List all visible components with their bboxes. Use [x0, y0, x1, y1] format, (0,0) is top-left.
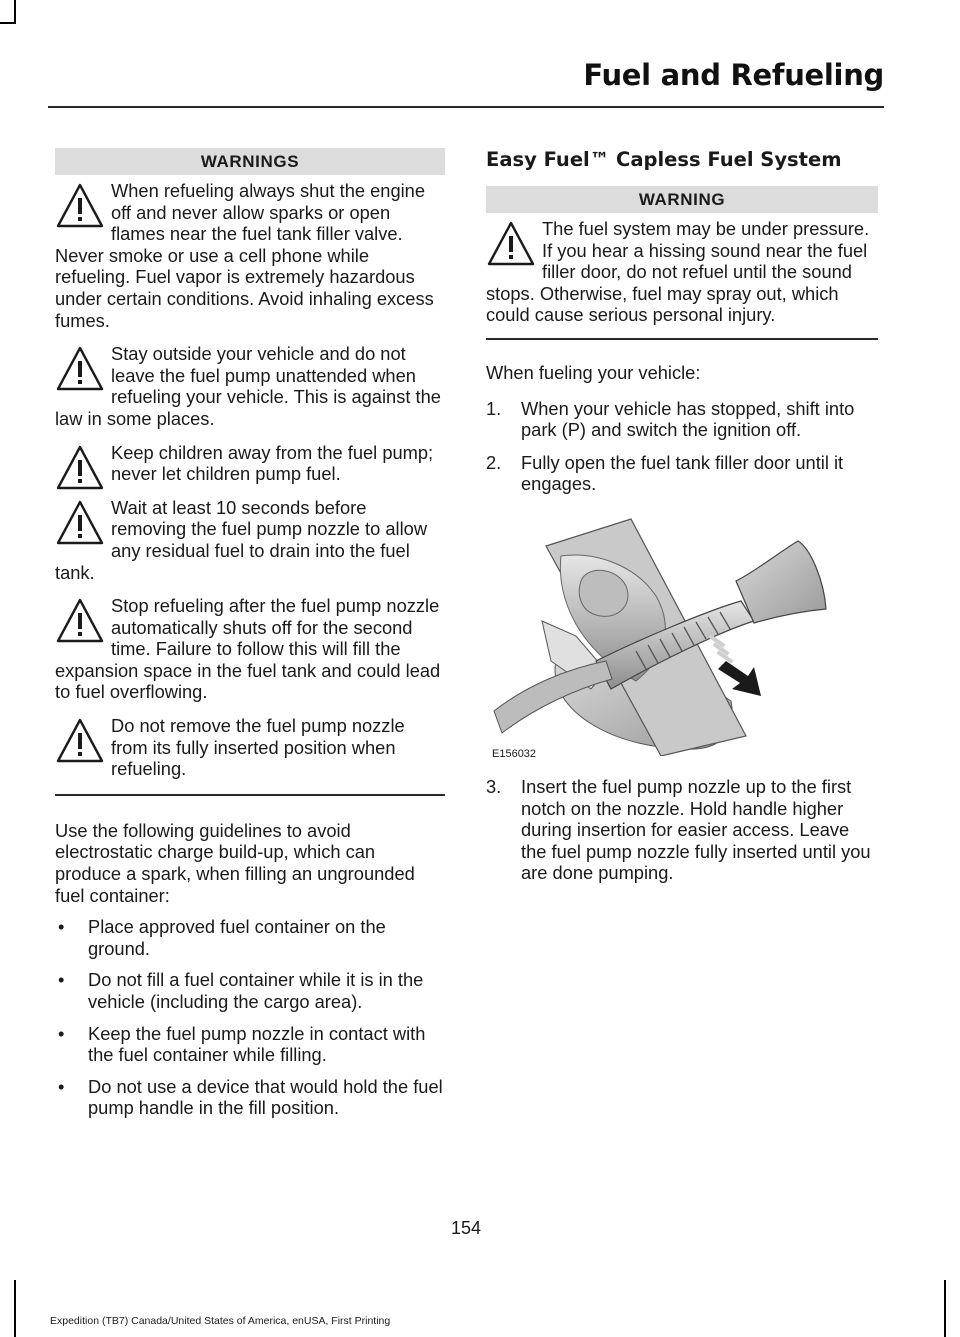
warning-item	[55, 442, 445, 485]
bullet-list	[55, 916, 445, 1119]
warning-text: When refueling always shut the engine off and never allow sparks or open flames near the fuel tank filler valve. Never smoke or use a cell phone while refueling. Fuel vapor is extremely hazardous under certain conditions. Avoid inhaling excess fumes.	[55, 180, 434, 331]
warnings-heading: WARNINGS	[55, 148, 445, 175]
list-item-text: Place approved fuel container on the ground.	[88, 916, 386, 959]
bullet-mark: •	[58, 969, 65, 991]
warning-triangle-icon	[55, 717, 105, 767]
warning-item	[55, 497, 445, 583]
warning-triangle-icon	[55, 597, 105, 647]
crop-mark	[14, 0, 16, 22]
warning-text: Stay outside your vehicle and do not leave the fuel pump unattended when refueling your vehicle. This is against the law in some places.	[55, 343, 441, 429]
step-item	[486, 398, 878, 441]
warning-text: Do not remove the fuel pump nozzle from its fully inserted position when refueling.	[111, 715, 405, 780]
list-item-text: Keep the fuel pump nozzle in contact with the fuel container while filling.	[88, 1022, 426, 1066]
warning-item	[55, 715, 445, 780]
step-number: 1.	[486, 397, 502, 419]
warning-triangle-icon	[55, 182, 105, 232]
intro-paragraph: When fueling your vehicle:	[486, 361, 701, 383]
list-item-text: Do not use a device that would hold the fuel pump handle in the fill position.	[88, 1075, 443, 1119]
list-item	[55, 1076, 445, 1119]
warnings-divider	[55, 794, 445, 796]
warning-triangle-icon	[55, 345, 105, 395]
warning-item	[55, 595, 445, 703]
figure-id: E156032	[492, 747, 537, 760]
list-item	[55, 1023, 445, 1066]
warning-triangle-icon	[55, 499, 105, 549]
list-item-text: Do not fill a fuel container while it is in the vehicle (including the cargo area).	[88, 969, 424, 1012]
warning-triangle-icon	[486, 220, 536, 270]
bullet-mark: •	[58, 916, 65, 938]
warning-item	[486, 218, 878, 326]
bullet-mark: •	[58, 1022, 65, 1044]
warning-item	[55, 180, 445, 331]
crop-mark	[0, 22, 16, 24]
right-column	[486, 148, 878, 895]
fuel-filler-illustration	[486, 511, 878, 760]
step-number: 3.	[486, 775, 502, 797]
section-title: Easy Fuel™ Capless Fuel System	[486, 148, 842, 171]
warning-triangle-icon	[55, 444, 105, 494]
intro-paragraph: Use the following guidelines to avoid electrostatic charge build-up, which can produce a spark, when filling an ungrounded fuel container:	[55, 819, 415, 906]
crop-mark	[944, 1280, 946, 1337]
warning-text: Wait at least 10 seconds before removing the fuel pump nozzle to allow any residual fuel to drain into the fuel tank.	[55, 496, 428, 583]
bullet-mark: •	[58, 1075, 65, 1097]
warning-item	[55, 343, 445, 429]
step-item	[486, 776, 878, 884]
warning-text: Keep children away from the fuel pump; never let children pump fuel.	[111, 441, 434, 485]
warning-text: Stop refueling after the fuel pump nozzle automatically shuts off for the second time. Failure to follow this will fill the expansion space in the fuel tank and could lead to fuel overflowing.	[55, 595, 441, 703]
warning-divider	[486, 338, 878, 340]
crop-mark	[14, 1280, 16, 1337]
footer-text: Expedition (TB7) Canada/United States of America, enUSA, First Printing	[50, 1315, 391, 1327]
warning-heading: WARNING	[486, 186, 878, 213]
step-text: When your vehicle has stopped, shift into park (P) and switch the ignition off.	[521, 397, 855, 441]
list-item	[55, 916, 445, 959]
step-text: Insert the fuel pump nozzle up to the first notch on the nozzle. Hold handle higher during insertion for easier access. Leave the fuel pump nozzle fully inserted until you are done pumping.	[521, 775, 871, 884]
left-column	[55, 148, 445, 1129]
step-item	[486, 452, 878, 495]
page-number: 154	[450, 1218, 482, 1238]
fuel-nozzle-diagram	[486, 511, 878, 756]
warning-text: The fuel system may be under pressure. If you hear a hissing sound near the fuel filler door, do not refuel until the sound stops. Otherwise, fuel may spray out, which could cause serious personal injury.	[486, 218, 870, 326]
header-divider	[48, 106, 884, 108]
step-number: 2.	[486, 451, 502, 473]
list-item	[55, 969, 445, 1012]
step-text: Fully open the fuel tank filler door until it engages.	[521, 451, 844, 495]
page-title: Fuel and Refueling	[583, 58, 884, 92]
